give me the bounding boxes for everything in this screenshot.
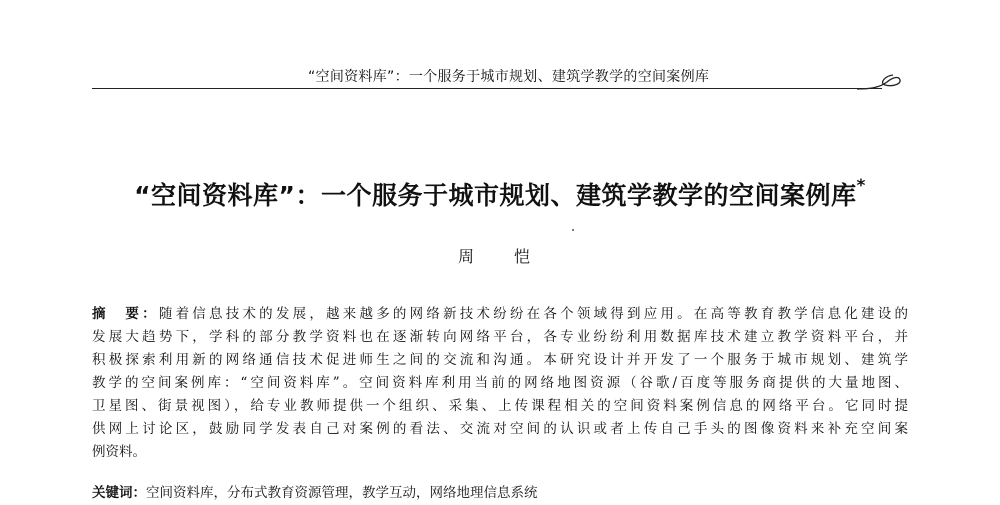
abstract-line xyxy=(92,441,908,464)
abstract-line xyxy=(92,418,908,441)
paper-title xyxy=(0,176,1000,212)
speck xyxy=(572,229,574,231)
abstract-line-text: 卫星图、街景视图），给专业教师提供一个组织、采集、上传课程相关的空间资料案例信息的网络平台。它同时提 xyxy=(92,398,908,414)
running-header xyxy=(0,66,1000,90)
keywords xyxy=(92,482,908,505)
abstract xyxy=(92,303,908,464)
abstract-line xyxy=(92,349,908,372)
paper-title-text: “空间资料库”：一个服务于城市规划、建筑学教学的空间案例库 xyxy=(134,181,857,210)
author-name: 周 恺 xyxy=(457,247,542,266)
abstract-line-text: 积极探索利用新的网络通信技术促进师生之间的交流和沟通。本研究设计并开发了一个服务于城市规划、建筑学 xyxy=(92,352,908,368)
abstract-line-text: 教学的空间案例库：“空间资料库”。空间资料库利用当前的网络地图资源（谷歌/百度等服务商提供的大量地图、 xyxy=(92,375,908,391)
abstract-line xyxy=(92,326,908,349)
flourish-ornament-icon xyxy=(855,70,903,96)
abstract-line xyxy=(92,395,908,418)
header-rule xyxy=(92,88,882,89)
abstract-line-text: 例资料。 xyxy=(92,444,146,460)
title-footnote-mark: * xyxy=(856,175,866,196)
running-header-text: “空间资料库”：一个服务于城市规划、建筑学教学的空间案例库 xyxy=(308,69,710,85)
keywords-label: 关键词： xyxy=(92,485,146,501)
abstract-line-text: 随着信息技术的发展，越来越多的网络新技术纷纷在各个领域得到应用。在高等教育教学信息化建设的 xyxy=(158,306,908,322)
abstract-line xyxy=(92,372,908,395)
abstract-line-text: 供网上讨论区，鼓励同学发表自己对案例的看法、交流对空间的认识或者上传自己手头的图像资料来补充空间案 xyxy=(92,421,908,437)
keywords-text: 空间资料库，分布式教育资源管理，教学互动，网络地理信息系统 xyxy=(146,485,538,501)
abstract-line-text: 发展大趋势下，学科的部分教学资料也在逐渐转向网络平台，各专业纷纷利用数据库技术建立教学资料平台，并 xyxy=(92,329,908,345)
abstract-label: 摘 要： xyxy=(92,306,159,322)
abstract-line xyxy=(92,303,908,326)
